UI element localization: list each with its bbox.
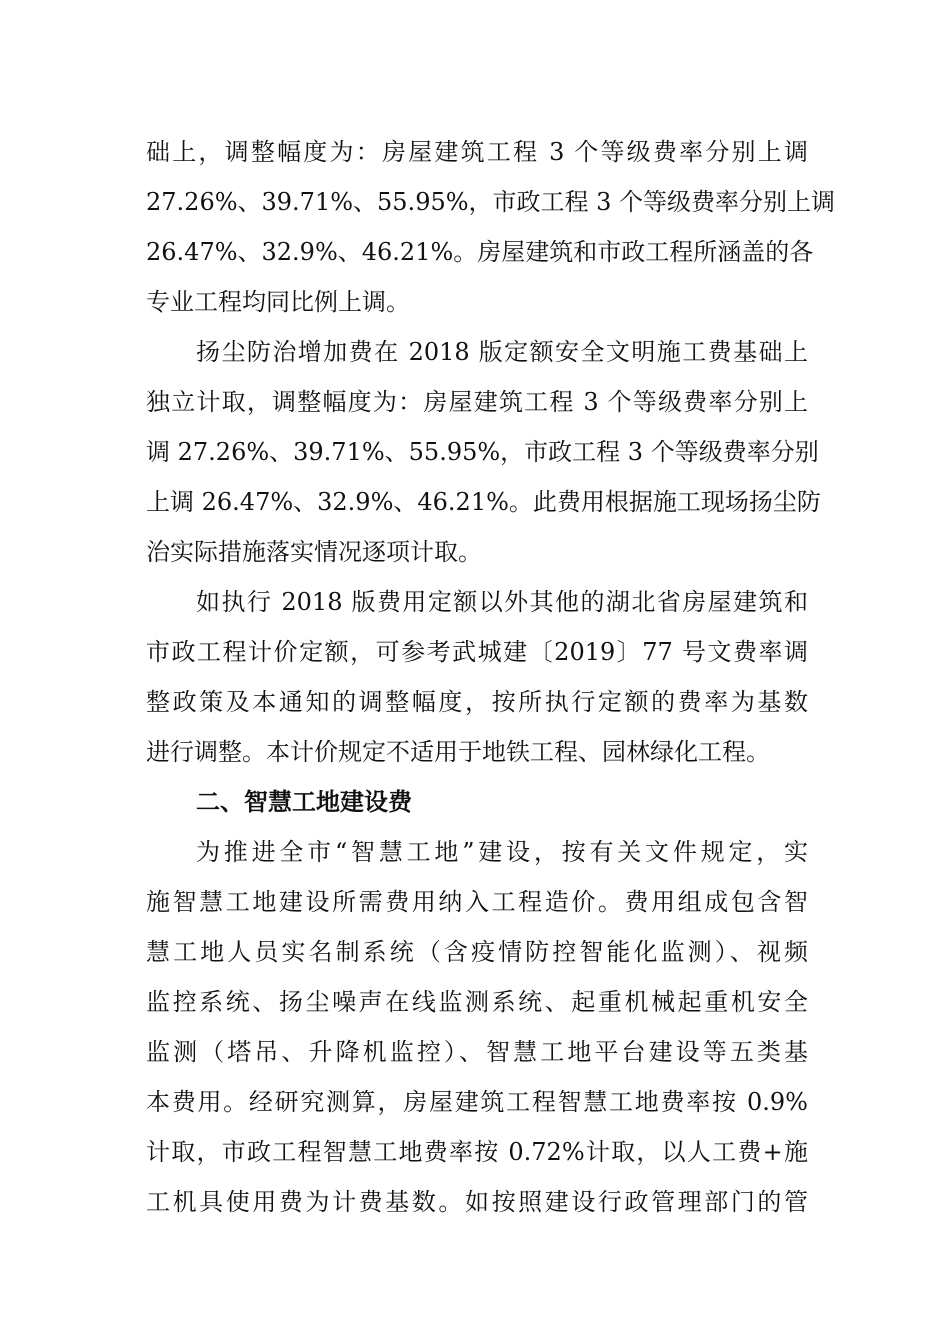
- paragraph-3-line-1: 如执行 2018 版费用定额以外其他的湖北省房屋建筑和: [196, 588, 808, 616]
- section-heading: 二、智慧工地建设费: [196, 788, 412, 816]
- paragraph-1-line-4: 专业工程均同比例上调。: [146, 288, 410, 316]
- paragraph-2-line-3: 调 27.26%、39.71%、55.95%，市政工程 3 个等级费率分别: [146, 438, 819, 466]
- paragraph-4-line-4: 监控系统、扬尘噪声在线监测系统、起重机械起重机安全: [146, 988, 808, 1016]
- paragraph-2-line-2: 独立计取，调整幅度为：房屋建筑工程 3 个等级费率分别上: [146, 388, 808, 416]
- paragraph-4-line-8: 工机具使用费为计费基数。如按照建设行政管理部门的管: [146, 1188, 808, 1216]
- paragraph-4-line-6: 本费用。经研究测算，房屋建筑工程智慧工地费率按 0.9%: [146, 1088, 808, 1116]
- paragraph-2-line-5: 治实际措施落实情况逐项计取。: [146, 538, 482, 566]
- paragraph-1-line-3: 26.47%、32.9%、46.21%。房屋建筑和市政工程所涵盖的各: [146, 238, 814, 266]
- paragraph-4-line-5: 监测（塔吊、升降机监控）、智慧工地平台建设等五类基: [146, 1038, 808, 1066]
- paragraph-4-line-7: 计取，市政工程智慧工地费率按 0.72%计取，以人工费+施: [146, 1138, 808, 1166]
- paragraph-3-line-2: 市政工程计价定额，可参考武城建〔2019〕77 号文费率调: [146, 638, 808, 666]
- paragraph-2-line-1: 扬尘防治增加费在 2018 版定额安全文明施工费基础上: [196, 338, 808, 366]
- paragraph-2-line-4: 上调 26.47%、32.9%、46.21%。此费用根据施工现场扬尘防: [146, 488, 821, 516]
- paragraph-4-line-2: 施智慧工地建设所需费用纳入工程造价。费用组成包含智: [146, 888, 808, 916]
- paragraph-4-line-3: 慧工地人员实名制系统（含疫情防控智能化监测）、视频: [146, 938, 808, 966]
- paragraph-3-line-3: 整政策及本通知的调整幅度，按所执行定额的费率为基数: [146, 688, 808, 716]
- paragraph-4-line-1: 为推进全市“智慧工地”建设，按有关文件规定，实: [196, 838, 808, 866]
- paragraph-1-line-1: 础上，调整幅度为：房屋建筑工程 3 个等级费率分别上调: [146, 138, 808, 166]
- paragraph-1-line-2: 27.26%、39.71%、55.95%，市政工程 3 个等级费率分别上调: [146, 188, 836, 216]
- paragraph-3-line-4: 进行调整。本计价规定不适用于地铁工程、园林绿化工程。: [146, 738, 770, 766]
